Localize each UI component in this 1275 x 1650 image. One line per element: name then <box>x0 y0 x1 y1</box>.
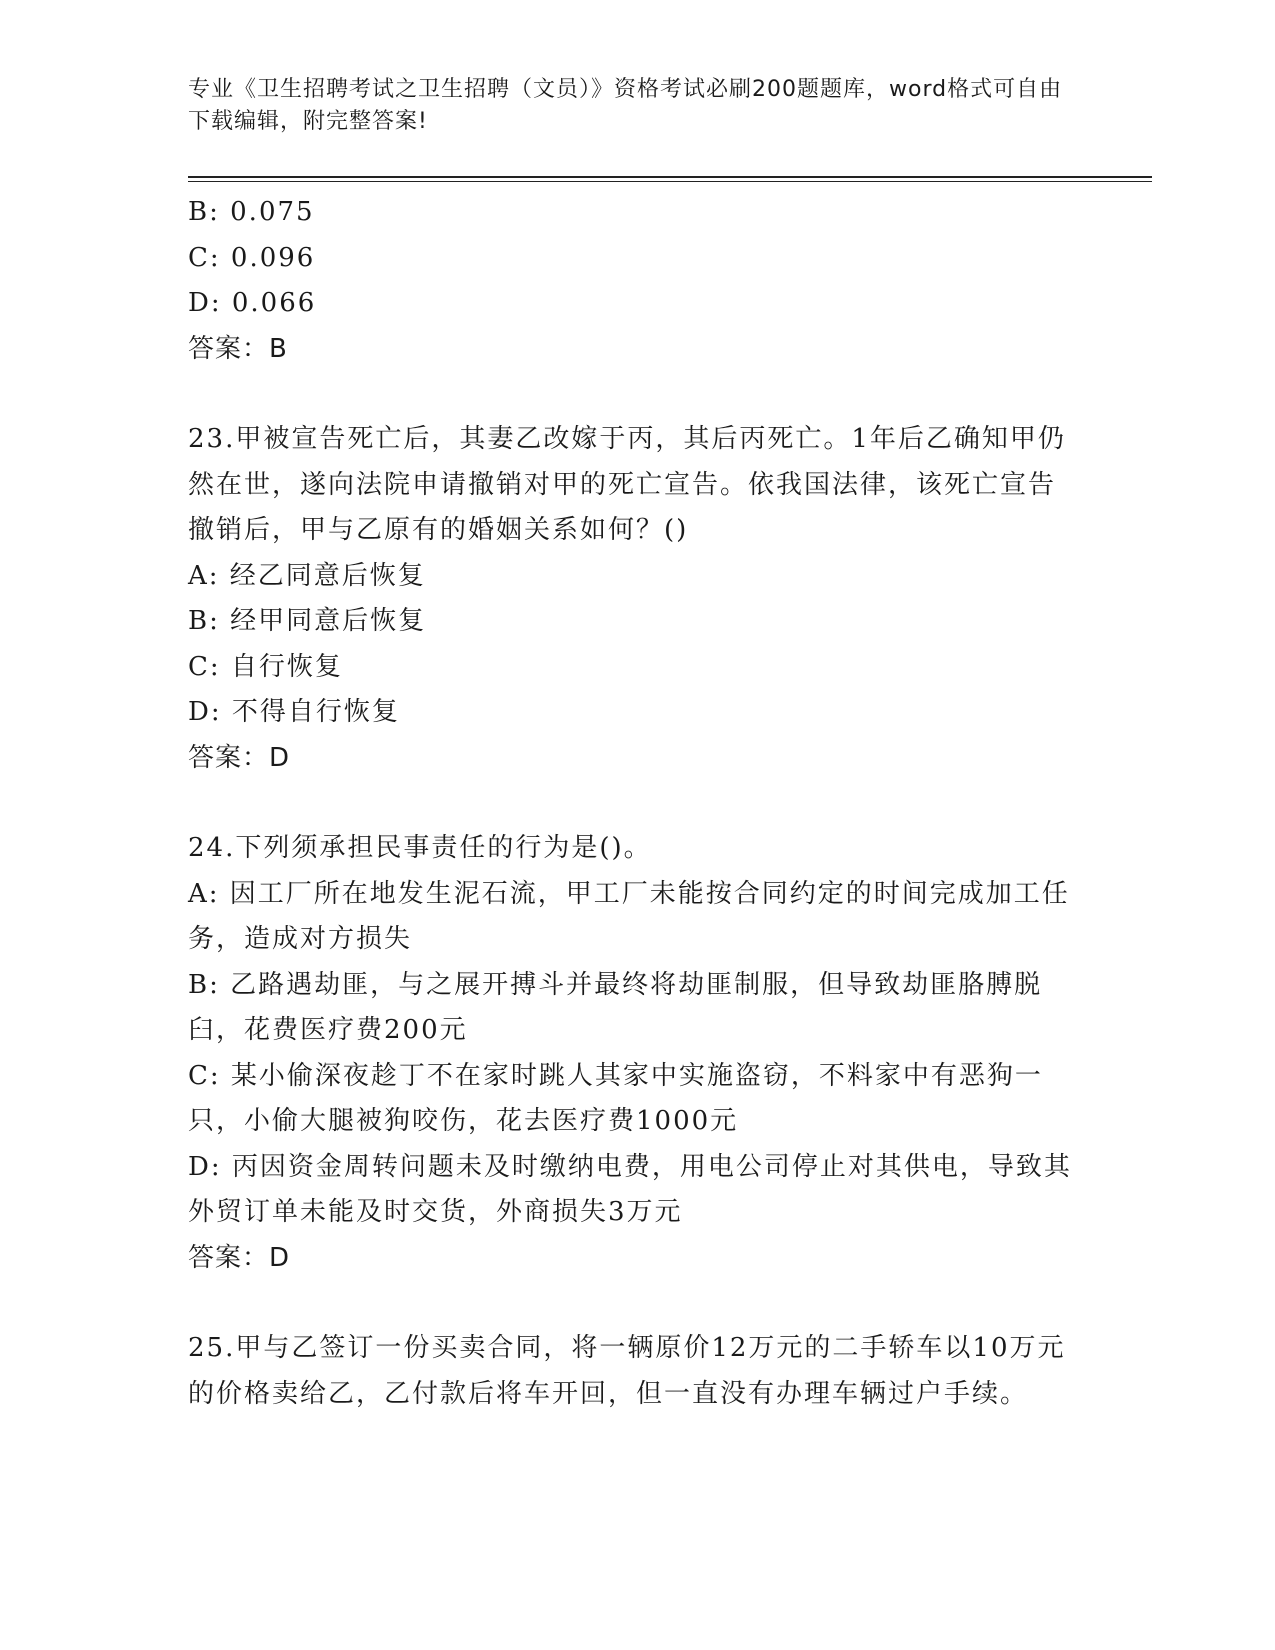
question-stem: 24.下列须承担民事责任的行为是()。 <box>188 833 652 863</box>
option-c: C: 0.096 <box>188 242 316 273</box>
question-stem: 25.甲与乙签订一份买卖合同，将一辆原价12万元的二手轿车以10万元的价格卖给乙，乙付款后将车开回，但一直没有办理车辆过户手续。 <box>188 1333 1066 1409</box>
option-a: A: 因工厂所在地发生泥石流，甲工厂未能按合同约定的时间完成加工任务，造成对方损失 <box>188 878 1070 954</box>
option-d: D: 不得自行恢复 <box>188 697 400 727</box>
question-23 <box>188 417 1078 781</box>
option-a: A: 经乙同意后恢复 <box>188 560 426 591</box>
question-25 <box>188 1326 1078 1417</box>
question-content <box>188 190 1078 1417</box>
option-b: B: 经甲同意后恢复 <box>188 606 427 636</box>
spacer <box>188 781 1078 826</box>
question-stem: 23.甲被宣告死亡后，其妻乙改嫁于丙，其后丙死亡。1年后乙确知甲仍然在世，遂向法院申请撤销对甲的死亡宣告。依我国法律，该死亡宣告撤销后，甲与乙原有的婚姻关系如何？() <box>188 424 1066 545</box>
spacer <box>188 372 1078 417</box>
spacer <box>188 1281 1078 1326</box>
option-c: C: 某小偷深夜趁丁不在家时跳人其家中实施盗窃，不料家中有恶狗一只，小偷大腿被狗咬伤，花去医疗费1000元 <box>188 1060 1043 1136</box>
answer: 答案：D <box>188 1242 291 1273</box>
question-24 <box>188 826 1078 1281</box>
option-b: B: 0.075 <box>188 197 315 227</box>
question-22-tail <box>188 190 1078 372</box>
header-divider-thin <box>188 181 1152 182</box>
option-d: D: 丙因资金周转问题未及时缴纳电费，用电公司停止对其供电，导致其外贸订单未能及时交货，外商损失3万元 <box>188 1151 1072 1227</box>
option-c: C: 自行恢复 <box>188 651 343 682</box>
option-d: D: 0.066 <box>188 288 317 318</box>
header-divider-thick <box>188 176 1152 178</box>
answer: 答案：B <box>188 333 288 364</box>
option-b: B: 乙路遇劫匪，与之展开搏斗并最终将劫匪制服，但导致劫匪胳膊脱臼，花费医疗费200元 <box>188 969 1043 1045</box>
answer: 答案：D <box>188 742 291 773</box>
page-header: 专业《卫生招聘考试之卫生招聘（文员）》资格考试必刷200题题库，word格式可自由下载编辑，附完整答案! <box>188 77 1063 134</box>
